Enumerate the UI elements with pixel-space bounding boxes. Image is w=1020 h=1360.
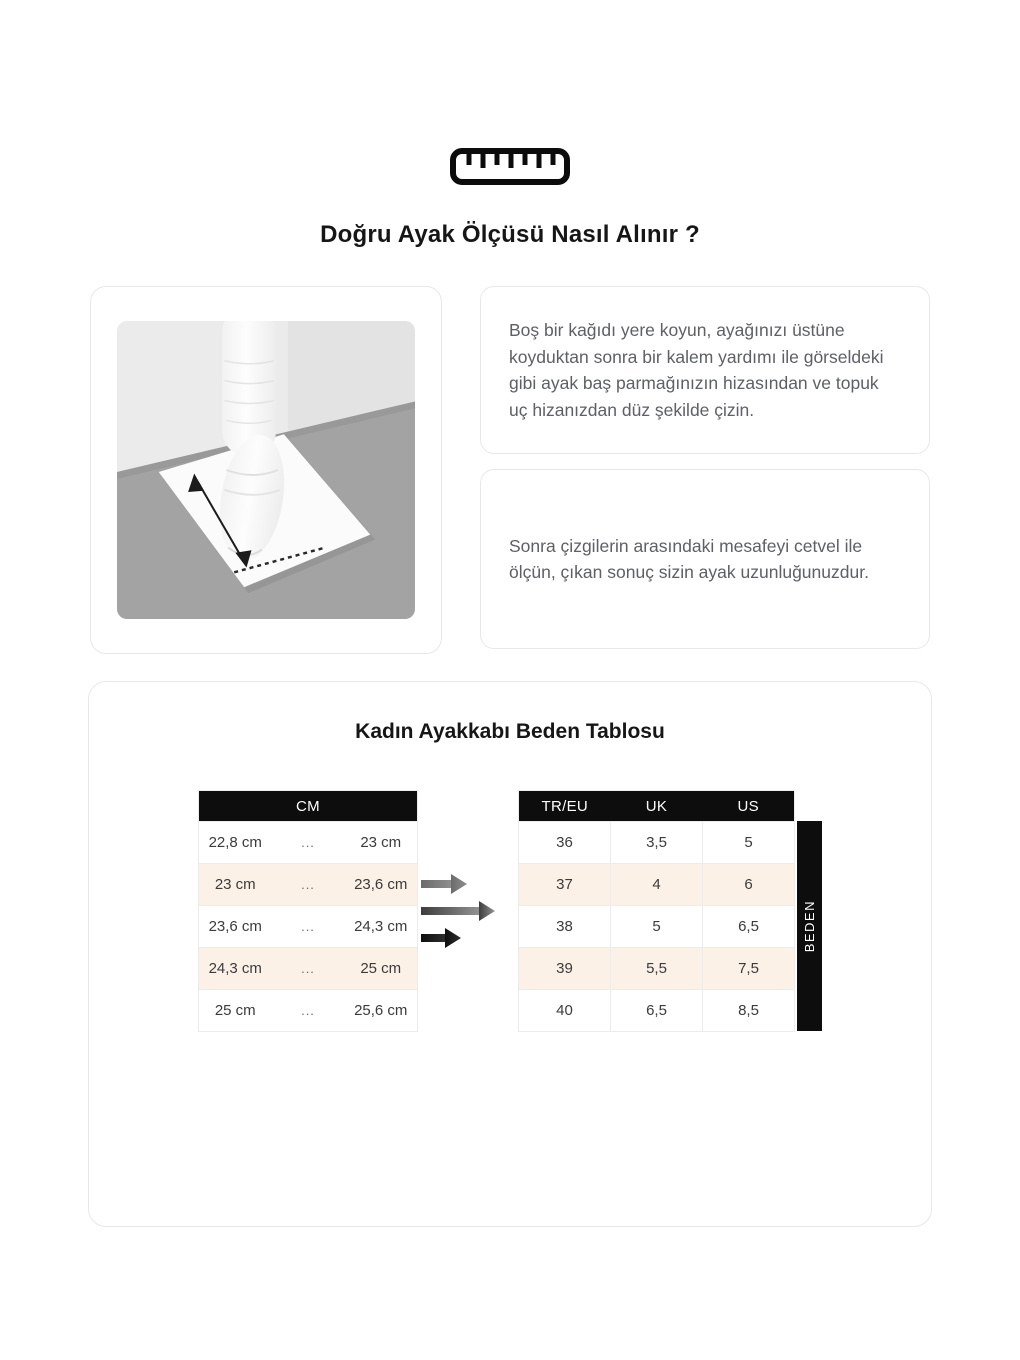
table-cell: 25 cm — [345, 948, 418, 990]
table-cell: 23,6 cm — [199, 906, 272, 948]
international-size-table-group — [518, 790, 822, 1032]
cm-table-header-row — [199, 791, 418, 822]
table-cell: 23 cm — [345, 822, 418, 864]
foot-measurement-photo — [117, 321, 415, 619]
ruler-icon — [0, 0, 1020, 185]
size-table-header-row — [519, 791, 795, 822]
table-cell: 40 — [519, 990, 611, 1032]
table-row — [519, 906, 795, 948]
table-row — [519, 990, 795, 1032]
table-cell: 39 — [519, 948, 611, 990]
instruction-step-2-text: Sonra çizgilerin arasındaki mesafeyi cetvel ile ölçün, çıkan sonuç sizin ayak uzunluğunuzdur. — [509, 535, 869, 582]
table-row — [199, 864, 418, 906]
table-row — [519, 822, 795, 864]
table-cell: ... — [272, 990, 345, 1032]
table-cell: 22,8 cm — [199, 822, 272, 864]
foot-measurement-card — [90, 286, 442, 654]
table-cell: 24,3 cm — [199, 948, 272, 990]
size-tables — [198, 790, 931, 1032]
beden-side-label-text: BEDEN — [802, 899, 817, 953]
cm-table — [198, 790, 418, 1032]
table-cell: 38 — [519, 906, 611, 948]
table-row — [199, 822, 418, 864]
instructions-column — [480, 286, 930, 649]
size-table-header-uk: UK — [611, 791, 703, 822]
table-cell: 5 — [611, 906, 703, 948]
table-cell: 8,5 — [703, 990, 795, 1032]
table-cell: ... — [272, 822, 345, 864]
instruction-step-1-text: Boş bir kağıdı yere koyun, ayağınızı üstüne koyduktan sonra bir kalem yardımı ile görseldeki gibi ayak baş parmağınızın hizasından ve topuk uç hizanızdan düz şekilde çizin. — [509, 320, 884, 420]
instruction-step-2 — [480, 469, 930, 649]
table-cell: ... — [272, 906, 345, 948]
table-cell: 24,3 cm — [345, 906, 418, 948]
table-row — [199, 948, 418, 990]
table-cell: 37 — [519, 864, 611, 906]
table-cell: 3,5 — [611, 822, 703, 864]
size-table-header-tr-eu: TR/EU — [519, 791, 611, 822]
table-cell: 23 cm — [199, 864, 272, 906]
table-cell: 5,5 — [611, 948, 703, 990]
table-cell: ... — [272, 864, 345, 906]
table-cell: ... — [272, 948, 345, 990]
size-chart-card — [88, 681, 932, 1227]
conversion-arrows-icon — [418, 790, 518, 948]
cm-table-header: CM — [199, 791, 418, 822]
how-to-section — [90, 286, 930, 654]
table-cell: 6 — [703, 864, 795, 906]
table-cell: 7,5 — [703, 948, 795, 990]
table-row — [519, 948, 795, 990]
table-cell: 6,5 — [703, 906, 795, 948]
page-title: Doğru Ayak Ölçüsü Nasıl Alınır ? — [320, 221, 700, 248]
size-table-header-us: US — [703, 791, 795, 822]
table-cell: 36 — [519, 822, 611, 864]
table-cell: 6,5 — [611, 990, 703, 1032]
table-cell: 25 cm — [199, 990, 272, 1032]
table-cell: 25,6 cm — [345, 990, 418, 1032]
instruction-step-1 — [480, 286, 930, 454]
size-chart-title: Kadın Ayakkabı Beden Tablosu — [355, 720, 665, 743]
beden-side-label — [797, 821, 822, 1031]
table-cell: 4 — [611, 864, 703, 906]
international-size-table — [518, 790, 795, 1032]
table-cell: 23,6 cm — [345, 864, 418, 906]
table-row — [199, 990, 418, 1032]
table-row — [519, 864, 795, 906]
table-row — [199, 906, 418, 948]
table-cell: 5 — [703, 822, 795, 864]
